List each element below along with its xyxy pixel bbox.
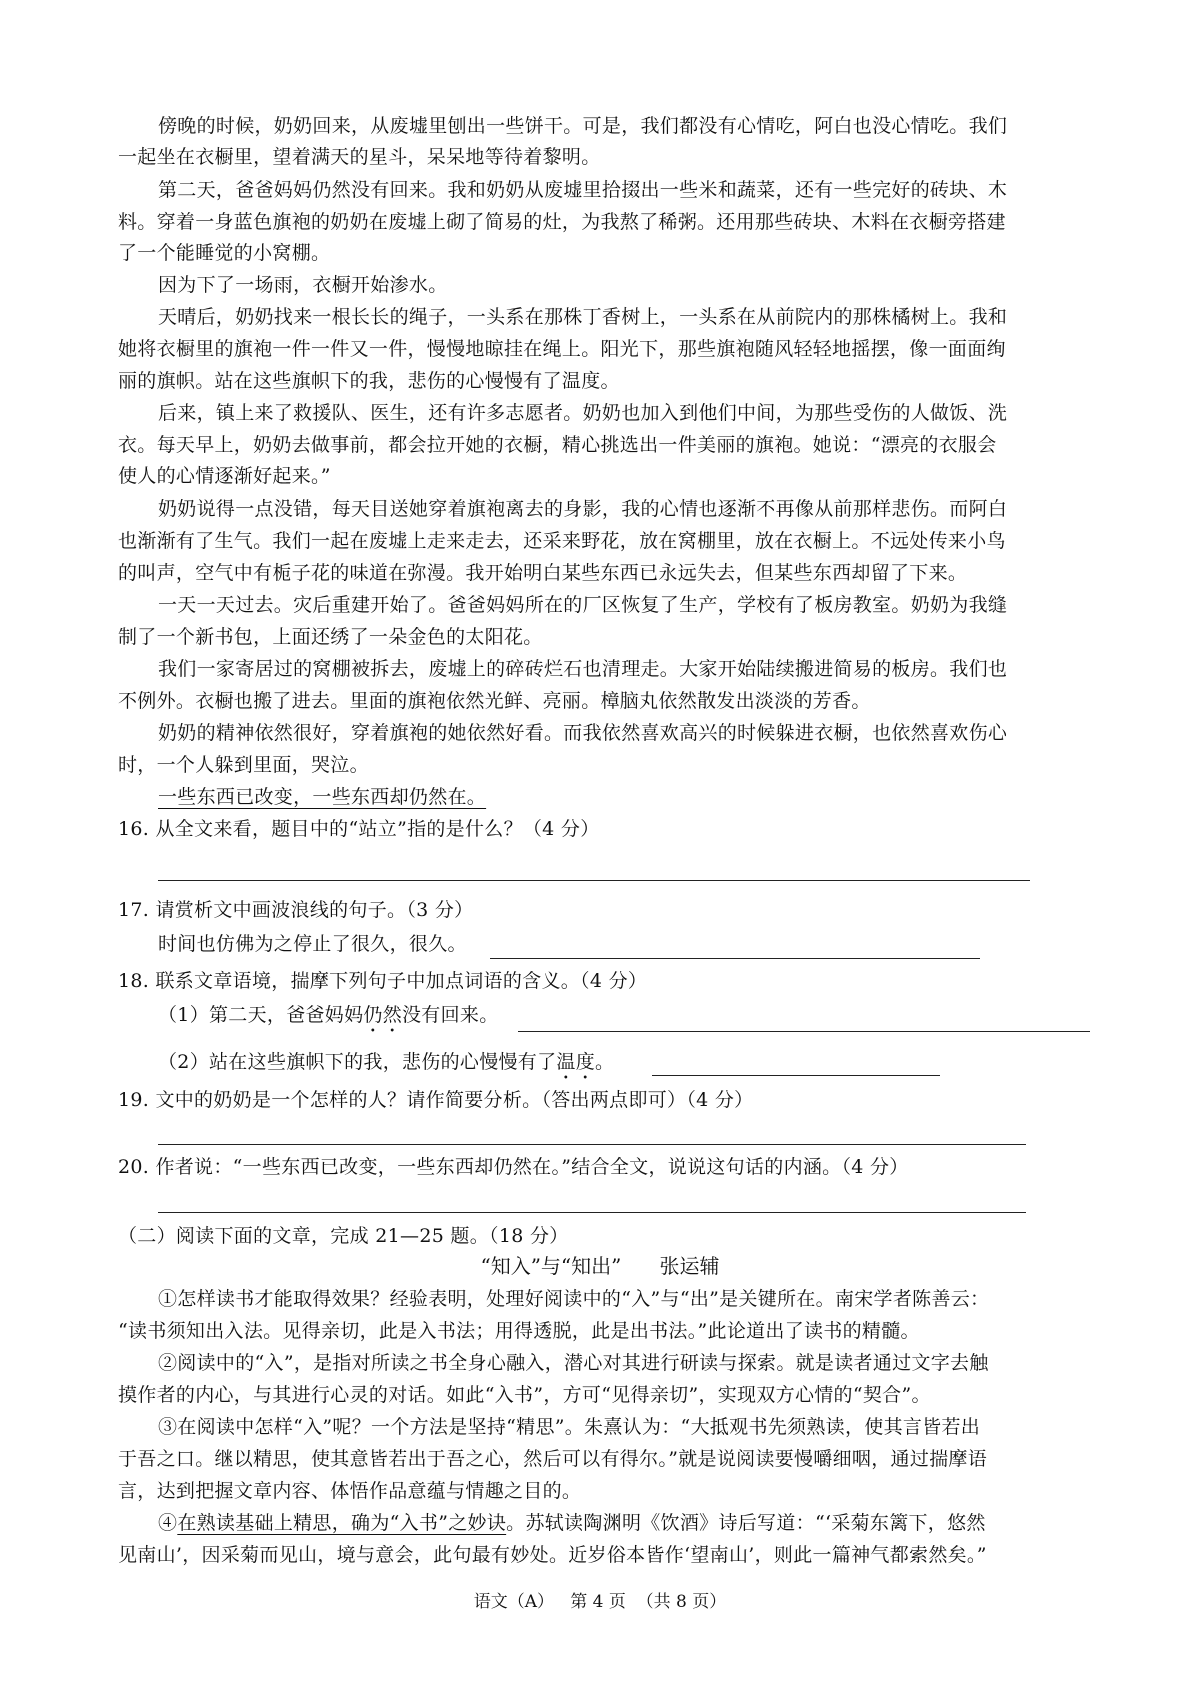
story-line: 的叫声，空气中有栀子花的味道在弥漫。我开始明白某些东西已永远失去，但某些东西却留了下来。 xyxy=(118,562,968,584)
story-line: 制了一个新书包，上面还绣了一朵金色的太阳花。 xyxy=(118,626,543,648)
essay-title-block xyxy=(0,1252,1200,1280)
story-line: 也渐渐有了生气。我们一起在废墟上走来走去，还采来野花，放在窝棚里，放在衣橱上。不远处传来小鸟 xyxy=(118,530,1006,552)
essay-line: ①怎样读书才能取得效果？经验表明，处理好阅读中的“入”与“出”是关键所在。南宋学者陈善云： xyxy=(158,1288,990,1310)
essay-line-4-rest: 。苏轼读陶渊明《饮酒》诗后写道：“‘采菊东篱下，悠然 xyxy=(506,1512,986,1534)
answer-line-20[interactable] xyxy=(158,1212,1026,1213)
essay-para-number: ④ xyxy=(158,1512,178,1534)
essay-line: 摸作者的内心，与其进行心灵的对话。如此“入书”，方可“见得亲切”，实现双方心情的“契合”。 xyxy=(118,1384,931,1406)
essay-author: 张运辅 xyxy=(659,1254,720,1278)
answer-line-16[interactable] xyxy=(158,880,1030,881)
story-line: 不例外。衣橱也搬了进去。里面的旗袍依然光鲜、亮丽。樟脑丸依然散发出淡淡的芳香。 xyxy=(118,690,871,712)
essay-line-4 xyxy=(158,1509,1138,1537)
question-18-item-2-text-c: 。 xyxy=(595,1051,615,1073)
story-line: 时，一个人躲到里面，哭泣。 xyxy=(118,754,369,776)
story-line: 奶奶的精神依然很好，穿着旗袍的她依然好看。而我依然喜欢高兴的时候躲进衣橱，也依然喜欢伤心 xyxy=(158,722,1008,744)
story-line: 傍晚的时候，奶奶回来，从废墟里刨出一些饼干。可是，我们都没有心情吃，阿白也没心情吃。我们 xyxy=(158,115,1008,137)
essay-line: 见南山’，因采菊而见山，境与意会，此句最有妙处。近岁俗本皆作‘望南山’，则此一篇神气都索然矣。” xyxy=(118,1544,987,1566)
story-line: 一起坐在衣橱里，望着满天的星斗，呆呆地等待着黎明。 xyxy=(118,146,601,168)
story-line: 后来，镇上来了救援队、医生，还有许多志愿者。奶奶也加入到他们中间，为那些受伤的人做饭、洗 xyxy=(158,402,1008,424)
story-line: 一天一天过去。灾后重建开始了。爸爸妈妈所在的厂区恢复了生产，学校有了板房教室。奶奶为我缝 xyxy=(158,594,1008,616)
section-2-heading: （二）阅读下面的文章，完成 21—25 题。（18 分） xyxy=(118,1225,569,1247)
story-line: 丽的旗帜。站在这些旗帜下的我，悲伤的心慢慢有了温度。 xyxy=(118,370,620,392)
story-line: 使人的心情逐渐好起来。” xyxy=(118,465,331,487)
question-17: 17. 请赏析文中画波浪线的句子。（3 分） xyxy=(118,899,474,921)
essay-line: ③在阅读中怎样“入”呢？一个方法是坚持“精思”。朱熹认为：“大抵观书先须熟读，使其言皆若出 xyxy=(158,1416,981,1438)
essay-line: ②阅读中的“入”，是指对所读之书全身心融入，潜心对其进行研读与探索。就是读者通过文字去触 xyxy=(158,1352,989,1374)
story-line: 天晴后，奶奶找来一根长长的绳子，一头系在那株丁香树上，一头系在从前院内的那株橘树上。我和 xyxy=(158,306,1008,328)
question-18-item-1-text-a: （1）第二天，爸爸妈妈 xyxy=(158,1004,364,1026)
question-18-item-1 xyxy=(158,1001,518,1037)
essay-line: 于吾之口。继以精思，使其意皆若出于吾之心，然后可以有得尔。”就是说阅读要慢嚼细咽，通过揣摩语 xyxy=(118,1448,988,1470)
question-18-item-2-dotted-word: 温度 xyxy=(556,1051,595,1073)
essay-line: 言，达到把握文章内容、体悟作品意蕴与情趣之目的。 xyxy=(118,1480,582,1502)
page-footer: 语文（A） 第 4 页 （共 8 页） xyxy=(473,1592,727,1612)
story-line: 她将衣橱里的旗袍一件一件又一件，慢慢地晾挂在绳上。阳光下，那些旗袍随风轻轻地摇摆，像一面面绚 xyxy=(118,338,1006,360)
question-18: 18. 联系文章语境，揣摩下列句子中加点词语的含义。（4 分） xyxy=(118,970,648,992)
story-line: 因为下了一场雨，衣橱开始渗水。 xyxy=(158,274,448,296)
question-18-item-2 xyxy=(158,1048,638,1084)
question-20: 20. 作者说：“一些东西已改变，一些东西却仍然在。”结合全文，说说这句话的内涵。（4 分） xyxy=(118,1156,909,1178)
question-18-item-1-text-c: 没有回来。 xyxy=(402,1004,499,1026)
story-line: 奶奶说得一点没错，每天目送她穿着旗袍离去的身影，我的心情也逐渐不再像从前那样悲伤。而阿白 xyxy=(158,498,1008,520)
story-line: 第二天，爸爸妈妈仍然没有回来。我和奶奶从废墟里拾掇出一些米和蔬菜，还有一些完好的砖块、木 xyxy=(158,179,1008,201)
answer-line-18-2[interactable] xyxy=(652,1075,940,1076)
essay-title: “知入”与“知出” xyxy=(480,1254,622,1278)
answer-line-17[interactable] xyxy=(490,958,980,959)
story-line: 料。穿着一身蓝色旗袍的奶奶在废墟上砌了简易的灶，为我熬了稀粥。还用那些砖块、木料在衣橱旁搭建 xyxy=(118,211,1006,233)
question-18-item-2-text-a: （2）站在这些旗帜下的我，悲伤的心慢慢有了 xyxy=(158,1051,557,1073)
answer-line-19[interactable] xyxy=(158,1144,1026,1145)
essay-line: “读书须知出入法。见得亲切，此是入书法；用得透脱，此是出书法。”此论道出了读书的精髓。 xyxy=(118,1320,920,1342)
question-16: 16. 从全文来看，题目中的“站立”指的是什么？（4 分） xyxy=(118,818,600,840)
story-line: 了一个能睡觉的小窝棚。 xyxy=(118,242,331,264)
answer-line-18-1[interactable] xyxy=(518,1031,1090,1032)
essay-underlined-sentence: 在熟读基础上精思，确为“入书”之妙诀 xyxy=(177,1512,507,1534)
question-19: 19. 文中的奶奶是一个怎样的人？请作简要分析。（答出两点即可）（4 分） xyxy=(118,1089,754,1111)
story-closing-line-underlined: 一些东西已改变，一些东西却仍然在。 xyxy=(158,786,487,808)
story-line: 我们一家寄居过的窝棚被拆去，废墟上的碎砖烂石也清理走。大家开始陆续搬进简易的板房。我们也 xyxy=(158,658,1008,680)
story-line: 衣。每天早上，奶奶去做事前，都会拉开她的衣橱，精心挑选出一件美丽的旗袍。她说：“漂亮的衣服会 xyxy=(118,434,997,456)
question-17-sentence: 时间也仿佛为之停止了很久，很久。 xyxy=(158,933,467,955)
question-18-item-1-dotted-word: 仍然 xyxy=(363,1004,402,1026)
